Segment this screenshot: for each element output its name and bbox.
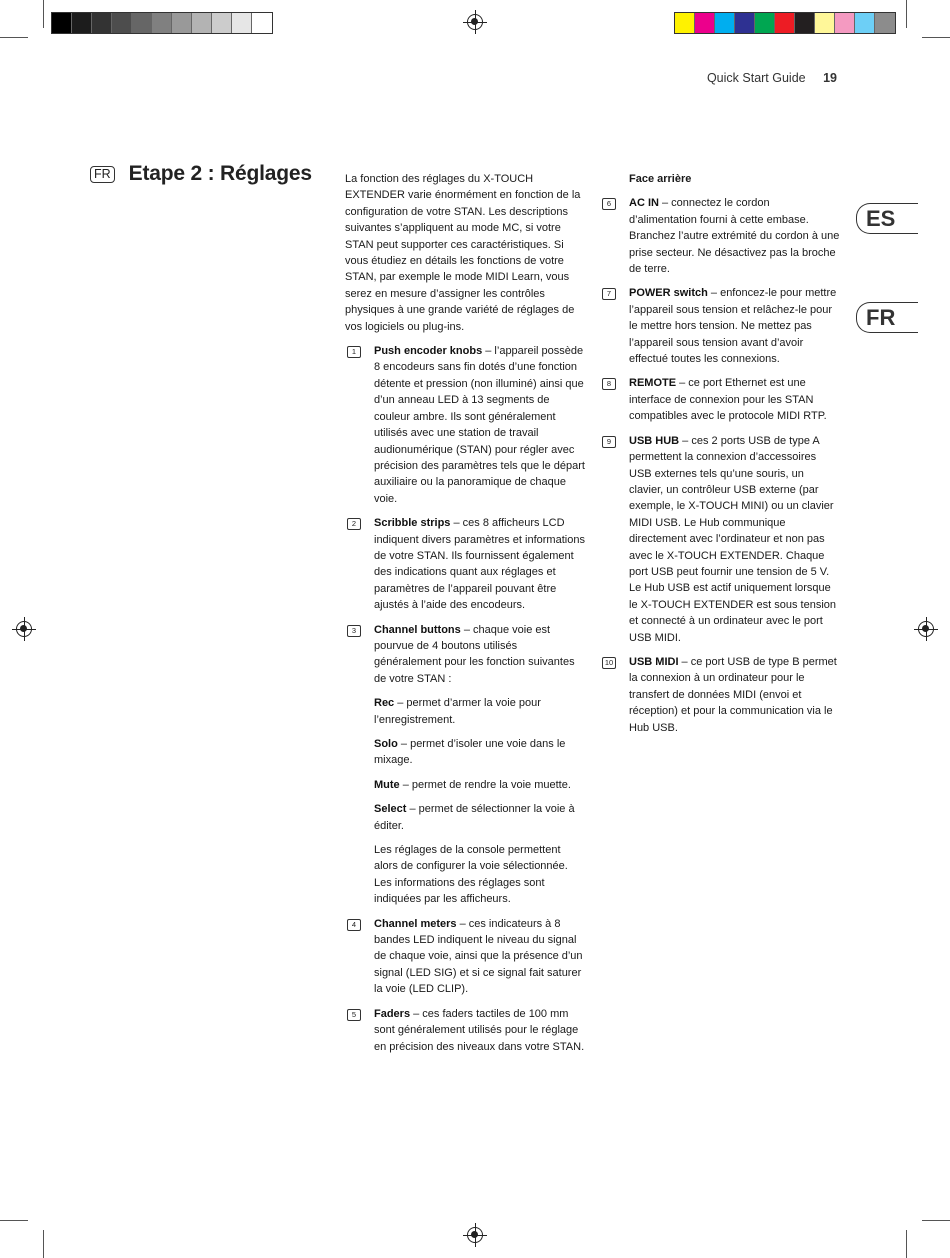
swatch	[192, 13, 212, 33]
crop-mark	[906, 0, 907, 28]
guide-title: Quick Start Guide	[706, 71, 806, 85]
list-item	[600, 375, 840, 424]
item-number: 2	[347, 518, 361, 530]
swatch	[815, 13, 835, 33]
item-label: Faders	[374, 1007, 411, 1020]
swatch	[172, 13, 192, 33]
sub-item	[345, 695, 585, 728]
sub-item	[345, 801, 585, 834]
item-label: Push encoder knobs	[374, 345, 483, 358]
crop-mark	[922, 1220, 950, 1221]
sub-item-label: Mute	[374, 778, 400, 791]
tab-fr[interactable]: FR	[856, 302, 918, 333]
sub-item-text: – permet d’isoler une voie dans le mixage.	[374, 738, 566, 767]
crop-mark	[43, 0, 44, 28]
swatch	[212, 13, 232, 33]
language-badge: FR	[90, 166, 115, 183]
item-text: – ces 2 ports USB de type A permettent la connexion d’accessoires USB externes tels qu’une souris, un clavier, un contrôleur USB externe (par exemple, le X-TOUCH MINI) ou un clavier MIDI USB. Le Hub communique directement avec l’ordinateur et non pas avec le X-TOUCH EXTENDER. Chaque port USB peut fournir une tension de 5 V. Le Hub USB est actif uniquement lorsque le X-TOUCH EXTENDER est sous tension et connecté à un ordinateur avec le port USB MIDI.	[629, 434, 837, 644]
item-number: 10	[602, 657, 616, 669]
page-header	[707, 71, 837, 85]
section-heading	[90, 162, 312, 186]
crop-mark	[43, 1230, 44, 1258]
swatch	[715, 13, 735, 33]
crop-mark	[922, 37, 950, 38]
list-item	[345, 1006, 585, 1055]
item-text: – ces 8 afficheurs LCD indiquent divers paramètres et informations de votre STAN. Ils fournissent également des indications quant aux réglages et paramètres de l’appareil pouvant être ajustés à l’aide des encodeurs.	[374, 517, 585, 612]
item-label: Channel buttons	[374, 623, 461, 636]
console-note: Les réglages de la console permettent alors de configurer la voie sélectionnée. Les informations des réglages sont indiquées par les afficheurs.	[374, 844, 568, 906]
tab-es[interactable]: ES	[856, 203, 918, 234]
sub-item-text: – permet de sélectionner la voie à éditer.	[374, 803, 575, 832]
list-item	[600, 433, 840, 646]
swatch	[755, 13, 775, 33]
list-item	[600, 285, 840, 367]
swatch	[795, 13, 815, 33]
list-item	[600, 654, 840, 736]
sub-item-label: Solo	[374, 738, 398, 750]
swatch	[52, 13, 72, 33]
item-number: 9	[602, 436, 616, 448]
item-text: – connectez le cordon d’alimentation fourni à cette embase. Branchez l’autre extrémité du cordon à une prise secteur. Ne désactivez pas la broche de terre.	[629, 197, 840, 276]
left-column	[345, 171, 585, 1063]
crop-mark	[0, 37, 28, 38]
item-number: 6	[602, 198, 616, 210]
swatch	[695, 13, 715, 33]
swatch	[855, 13, 875, 33]
swatch	[735, 13, 755, 33]
sub-item-text: – permet d’armer la voie pour l’enregistrement.	[374, 697, 541, 726]
item-label: USB MIDI	[629, 655, 679, 668]
page-title: Etape 2 : Réglages	[128, 162, 312, 185]
item-label: REMOTE	[629, 377, 677, 390]
crop-mark	[906, 1230, 907, 1258]
sub-item-text: – permet de rendre la voie muette.	[399, 778, 571, 791]
item-number: 7	[602, 288, 616, 300]
registration-mark-icon	[918, 621, 934, 637]
item-number: 5	[347, 1009, 361, 1021]
list-item	[345, 622, 585, 688]
page-number: 19	[823, 71, 837, 85]
item-number: 3	[347, 625, 361, 637]
item-number: 1	[347, 346, 361, 358]
registration-mark-icon	[16, 621, 32, 637]
item-text: – ce port Ethernet est une interface de connexion pour les STAN compatibles avec le protocole MIDI RTP.	[629, 377, 827, 423]
item-text: – chaque voie est pourvue de 4 boutons utilisés généralement pour les fonction suivantes de votre STAN :	[374, 623, 575, 685]
item-label: Channel meters	[374, 917, 457, 930]
swatch	[835, 13, 855, 33]
item-label: USB HUB	[629, 434, 680, 447]
item-number: 4	[347, 919, 361, 931]
crop-mark	[0, 1220, 28, 1221]
list-item	[345, 343, 585, 507]
sub-item	[345, 736, 585, 769]
list-item	[345, 515, 585, 613]
item-label: AC IN	[629, 197, 659, 210]
swatch	[72, 13, 92, 33]
item-text: – l’appareil possède 8 encodeurs sans fin dotés d’une fonction détente et pression (non illuminé) ainsi que d’un anneau LED à 13 segments de couleur ambre. Ils sont généralement utilisés avec une station de travail audionumérique (STAN) pour régler avec précision des paramètres tels que le départ auxiliaire ou la panoramique de chaque voie.	[374, 345, 585, 505]
item-label: Scribble strips	[374, 517, 451, 530]
intro-paragraph: La fonction des réglages du X-TOUCH EXTENDER varie énormément en fonction de la configuration de votre STAN. Les descriptions suivantes s’appliquent au mode MC, si votre STAN peut supporter ces caractéristiques. Si vous étudiez en détails les fonctions de votre STAN, par exemple le mode MIDI Learn, vous serez en mesure d’assigner les contrôles physiques à une grande variété de réglages de vos logiciels ou plug-ins.	[345, 173, 581, 333]
swatch	[232, 13, 252, 33]
registration-mark-icon	[467, 1227, 483, 1243]
right-column	[600, 171, 840, 744]
item-text: – ce port USB de type B permet la connexion à un ordinateur pour le transfert de données MIDI (envoi et réception) et pour la communication via le Hub USB.	[629, 655, 837, 734]
registration-mark-icon	[467, 14, 483, 30]
gray-color-bar	[51, 12, 273, 34]
swatch	[152, 13, 172, 33]
list-item	[345, 916, 585, 998]
swatch	[132, 13, 152, 33]
cmyk-color-bar	[674, 12, 896, 34]
swatch	[112, 13, 132, 33]
list-item	[600, 195, 840, 277]
swatch	[675, 13, 695, 33]
item-text: – ces indicateurs à 8 bandes LED indiquent le niveau du signal de chaque voie, ainsi que la présence d’un signal (LED SIG) et si ce signal fait saturer la voie (LED CLIP).	[374, 917, 583, 996]
swatch	[775, 13, 795, 33]
swatch	[875, 13, 895, 33]
sub-item-label: Select	[374, 803, 407, 816]
item-text: – enfoncez-le pour mettre l’appareil sous tension et relâchez-le pour le mettre hors tension. Ne mettez pas l’appareil sous tension avant d’avoir effectué toutes les connexions.	[629, 287, 837, 366]
sub-item-label: Rec	[374, 697, 395, 710]
rear-panel-heading: Face arrière	[629, 173, 692, 185]
swatch	[92, 13, 112, 33]
item-text: – ces faders tactiles de 100 mm sont généralement utilisés pour le réglage en précision des niveaux dans votre STAN.	[374, 1007, 585, 1053]
sub-item	[345, 777, 585, 793]
item-number: 8	[602, 378, 616, 390]
item-label: POWER switch	[629, 287, 708, 300]
swatch	[252, 13, 272, 33]
